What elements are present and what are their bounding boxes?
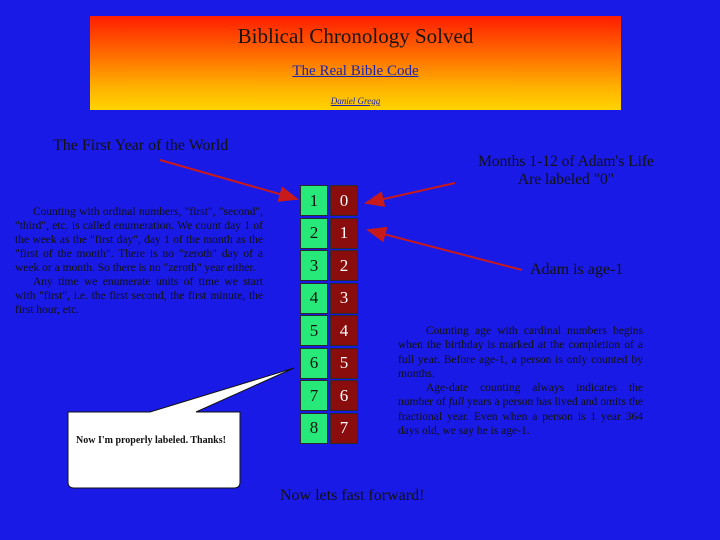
year-age-grid xyxy=(300,185,360,445)
grid-row xyxy=(300,348,360,381)
left-heading: The First Year of the World xyxy=(53,137,229,154)
age-cell: 7 xyxy=(330,413,358,444)
age-cell: 3 xyxy=(330,283,358,314)
grid-row xyxy=(300,218,360,251)
right-paragraph-2-emphasis: full xyxy=(448,396,465,409)
age-cell: 6 xyxy=(330,380,358,411)
grid-row xyxy=(300,315,360,348)
grid-row xyxy=(300,380,360,413)
year-cell: 1 xyxy=(300,185,328,216)
grid-row xyxy=(300,283,360,316)
right-heading-line-2: Are labeled "0" xyxy=(517,171,615,188)
year-cell: 4 xyxy=(300,283,328,314)
grid-row xyxy=(300,185,360,218)
page-title: Biblical Chronology Solved xyxy=(237,24,474,48)
year-cell: 8 xyxy=(300,413,328,444)
grid-row xyxy=(300,250,360,283)
arrow-adam-age xyxy=(368,230,522,270)
callout-text: Now I'm properly labeled. Thanks! xyxy=(76,435,226,446)
year-cell: 5 xyxy=(300,315,328,346)
age-cell: 2 xyxy=(330,250,358,281)
left-paragraph-1: Counting with ordinal numbers, "first", "second", "third", etc. is called enumeration. We count day 1 of the week as the "first day", day 1 of the month as the "first of the month". There is no "zeroth" day of a week or a month. So there is no "zeroth" year either. xyxy=(15,206,263,274)
right-paragraph-2 xyxy=(398,381,643,438)
right-paragraph-2-start: Age-date counting always indicates the number of xyxy=(398,382,643,409)
author-link[interactable]: Daniel Gregg xyxy=(330,96,381,106)
age-cell: 5 xyxy=(330,348,358,379)
year-cell: 6 xyxy=(300,348,328,379)
year-cell: 2 xyxy=(300,218,328,249)
right-paragraph-2-end: years a person has lived and omits the fractional year. Even when a person is 1 year 364 days old, we say he is age-1. xyxy=(398,396,643,438)
fast-forward-text: Now lets fast forward! xyxy=(280,487,425,504)
left-paragraph-2: Any time we enumerate units of time we start with "first", i.e. the first second, the first minute, the first hour, etc. xyxy=(15,276,263,316)
arrow-left xyxy=(160,160,297,199)
grid-row xyxy=(300,413,360,446)
right-heading xyxy=(446,153,686,189)
subtitle-link[interactable]: The Real Bible Code xyxy=(292,63,419,79)
adam-age-label: Adam is age-1 xyxy=(530,261,624,278)
age-cell: 0 xyxy=(330,185,358,216)
callout-bubble xyxy=(68,368,294,488)
right-paragraph-1: Counting age with cardinal numbers begins when the birthday is marked at the completion of a full year. Before age-1, a person is only counted by months. xyxy=(398,325,643,380)
right-paragraph xyxy=(398,324,643,438)
age-cell: 1 xyxy=(330,218,358,249)
arrow-right xyxy=(366,183,455,203)
year-cell: 7 xyxy=(300,380,328,411)
age-cell: 4 xyxy=(330,315,358,346)
year-cell: 3 xyxy=(300,250,328,281)
right-heading-line-1: Months 1-12 of Adam's Life xyxy=(478,153,654,170)
